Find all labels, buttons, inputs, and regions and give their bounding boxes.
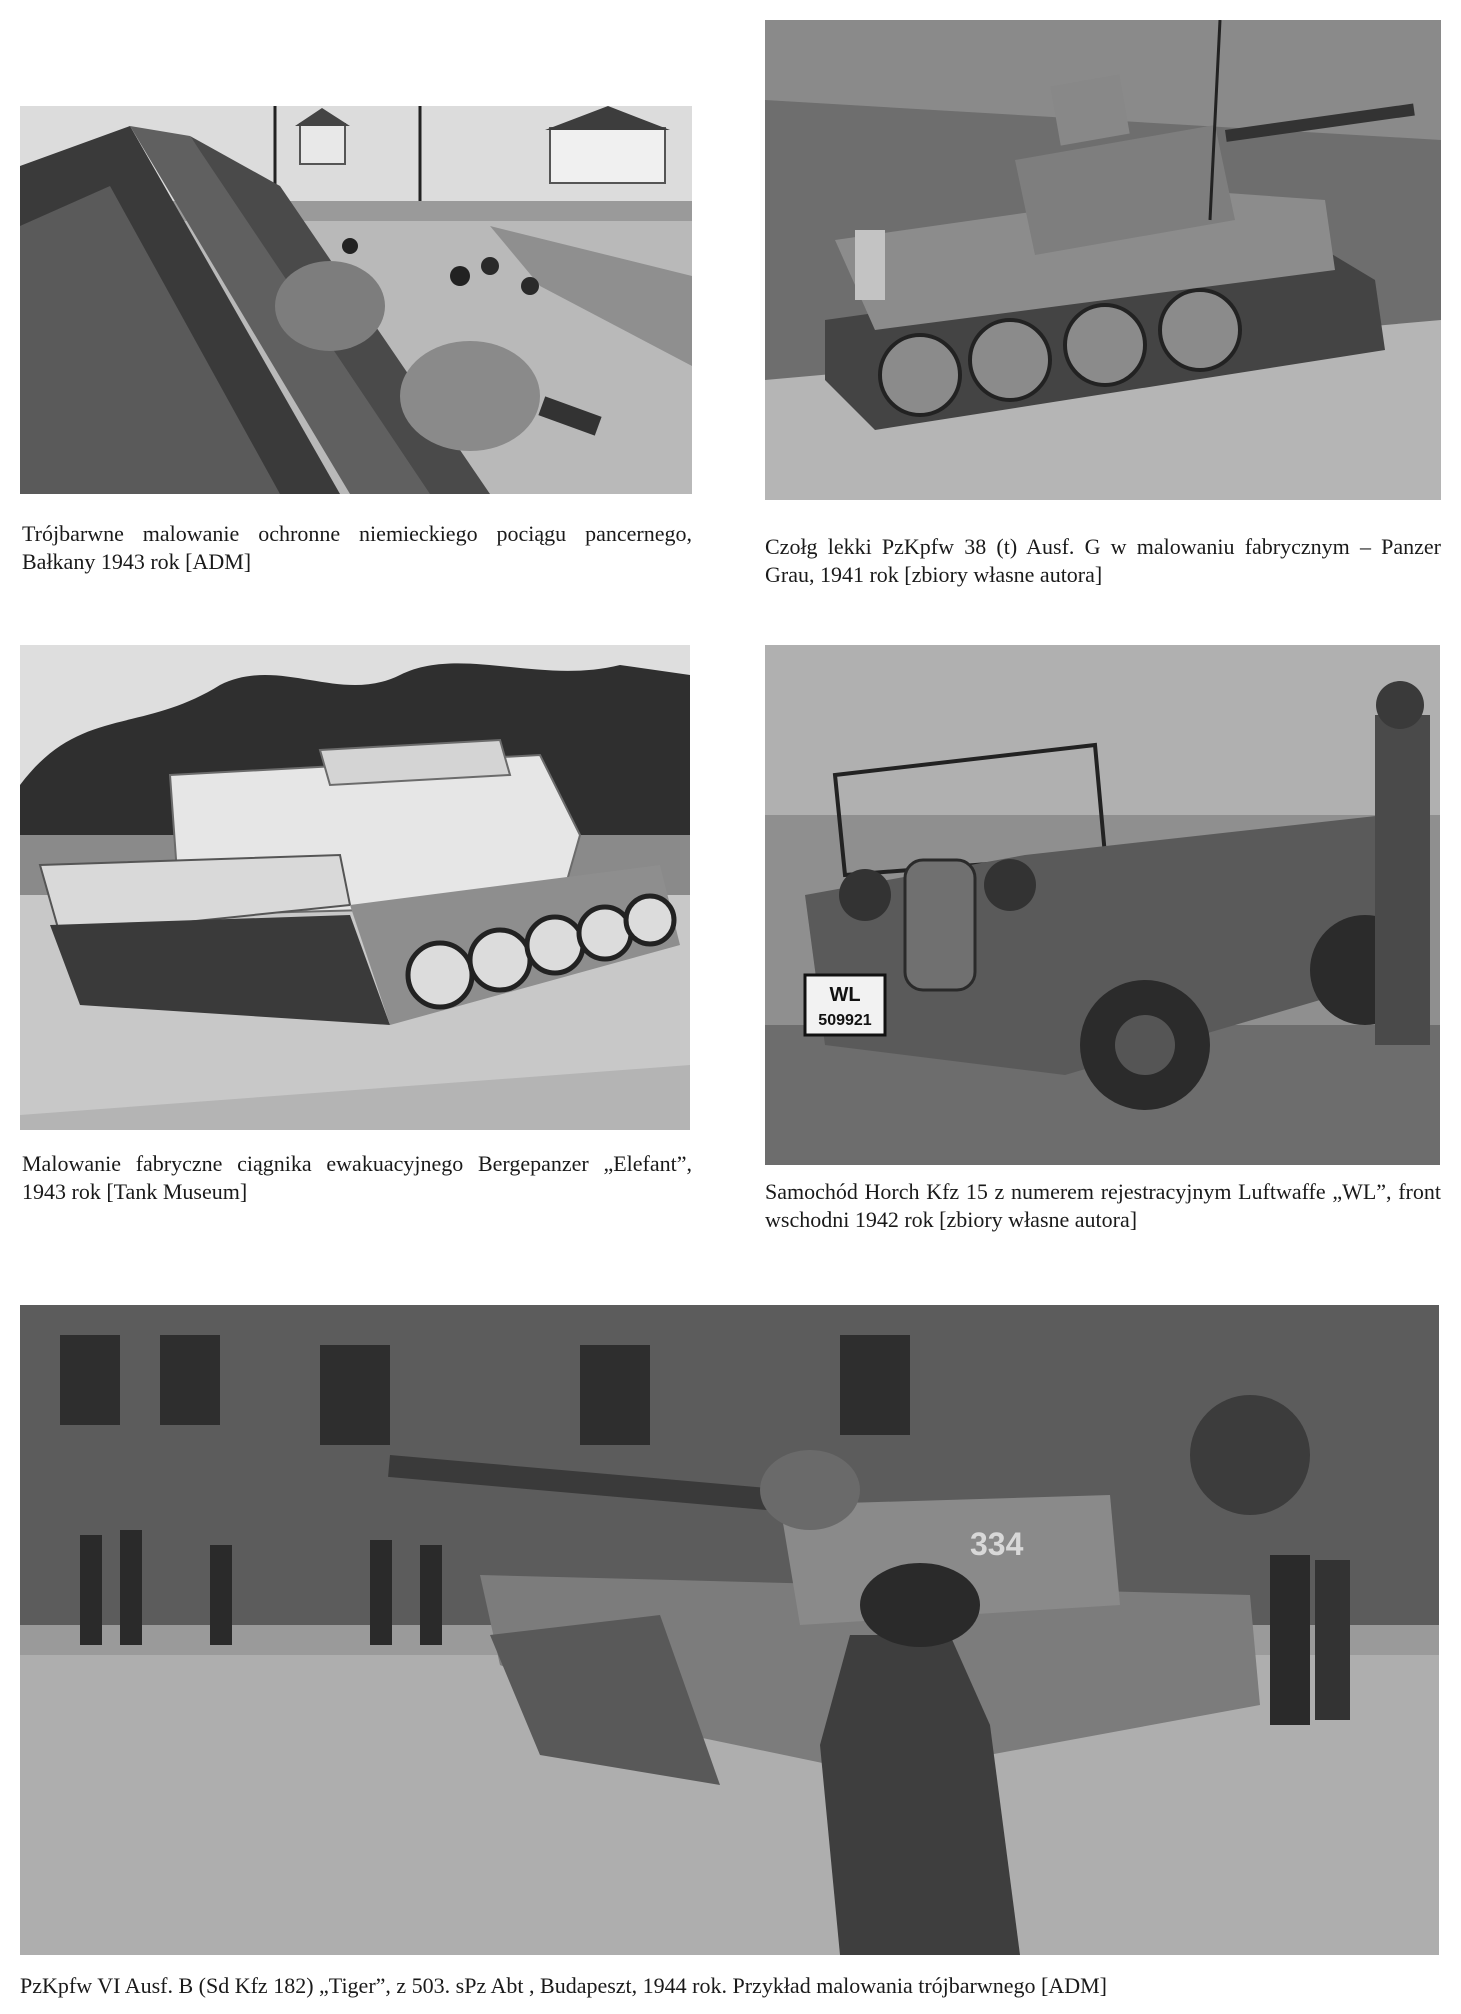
- light-tank-image: [765, 20, 1441, 500]
- license-plate-line-1: WL: [829, 984, 861, 1006]
- light-tank-photo: [765, 20, 1441, 500]
- staff-car-caption: Samochód Horch Kfz 15 z numerem rejestracyjnym Luftwaffe „WL”, front wschodni 1942 rok [zbiory własne autora]: [765, 1179, 1441, 1232]
- staff-car-photo: [765, 645, 1440, 1165]
- recovery-vehicle-image: [20, 645, 690, 1130]
- heavy-tank-caption: PzKpfw VI Ausf. B (Sd Kfz 182) „Tiger”, z 503. sPz Abt , Budapeszt, 1944 rok. Przykład malowania trójbarwnego [ADM]: [20, 1973, 1108, 1998]
- turret-number: 334: [970, 1526, 1024, 1562]
- license-plate-line-2: 509921: [818, 1012, 872, 1029]
- armored-train-caption: Trójbarwne malowanie ochronne niemieckiego pociągu pancernego, Bałkany 1943 rok [ADM]: [22, 521, 692, 574]
- heavy-tank-image: [20, 1305, 1439, 1955]
- armored-train-image: [20, 106, 692, 494]
- heavy-tank-photo: [20, 1305, 1439, 1955]
- armored-train-photo: [20, 106, 692, 494]
- light-tank-caption: Czołg lekki PzKpfw 38 (t) Ausf. G w malowaniu fabrycznym – Panzer Grau, 1941 rok [zbiory własne autora]: [765, 534, 1441, 587]
- recovery-vehicle-photo: [20, 645, 690, 1130]
- recovery-vehicle-caption: Malowanie fabryczne ciągnika ewakuacyjnego Bergepanzer „Elefant”, 1943 rok [Tank Museum]: [22, 1151, 692, 1204]
- staff-car-image: [765, 645, 1440, 1165]
